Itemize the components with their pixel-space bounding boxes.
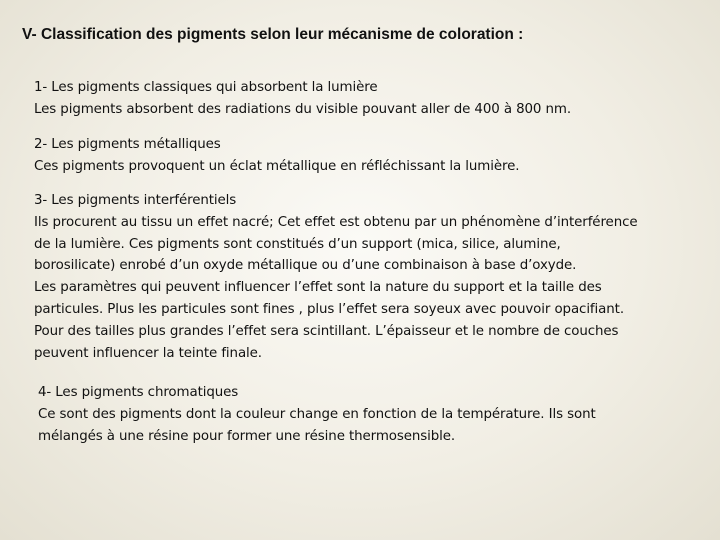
body-line: de la lumière. Ces pigments sont constitués d’un support (mica, silice, alumine, (34, 236, 561, 252)
section-heading: 2- Les pigments métalliques (34, 137, 221, 152)
body-line: Les pigments absorbent des radiations du visible pouvant aller de 400 à 800 nm. (34, 101, 571, 117)
section-pigments-metalliques (34, 134, 519, 178)
section-heading: 4- Les pigments chromatiques (38, 385, 239, 400)
body-line: mélangés à une résine pour former une résine thermosensible. (38, 428, 456, 444)
section-pigments-interferentiels (34, 190, 637, 364)
section-pigments-classiques (34, 77, 571, 121)
section-pigments-chromatiques (38, 382, 596, 447)
page-title: V- Classification des pigments selon leur mécanisme de coloration : (22, 26, 524, 43)
body-line: particules. Plus les particules sont fines , plus l’effet sera soyeux avec pouvoir opacifiant. (34, 301, 624, 317)
body-line: Ces pigments provoquent un éclat métallique en réfléchissant la lumière. (34, 158, 520, 174)
section-heading: 3- Les pigments interférentiels (34, 193, 237, 208)
section-heading: 1- Les pigments classiques qui absorbent la lumière (34, 80, 378, 95)
body-line: Ils procurent au tissu un effet nacré; Cet effet est obtenu par un phénomène d’interférence (34, 214, 638, 230)
body-line: peuvent influencer la teinte finale. (34, 345, 262, 361)
body-line: Les paramètres qui peuvent influencer l’effet sont la nature du support et la taille des (34, 280, 602, 296)
body-line: borosilicate) enrobé d’un oxyde métallique ou d’une combinaison à base d’oxyde. (34, 258, 577, 274)
body-line: Pour des tailles plus grandes l’effet sera scintillant. L’épaisseur et le nombre de couches (34, 323, 619, 339)
body-line: Ce sont des pigments dont la couleur change en fonction de la température. Ils sont (38, 406, 596, 422)
